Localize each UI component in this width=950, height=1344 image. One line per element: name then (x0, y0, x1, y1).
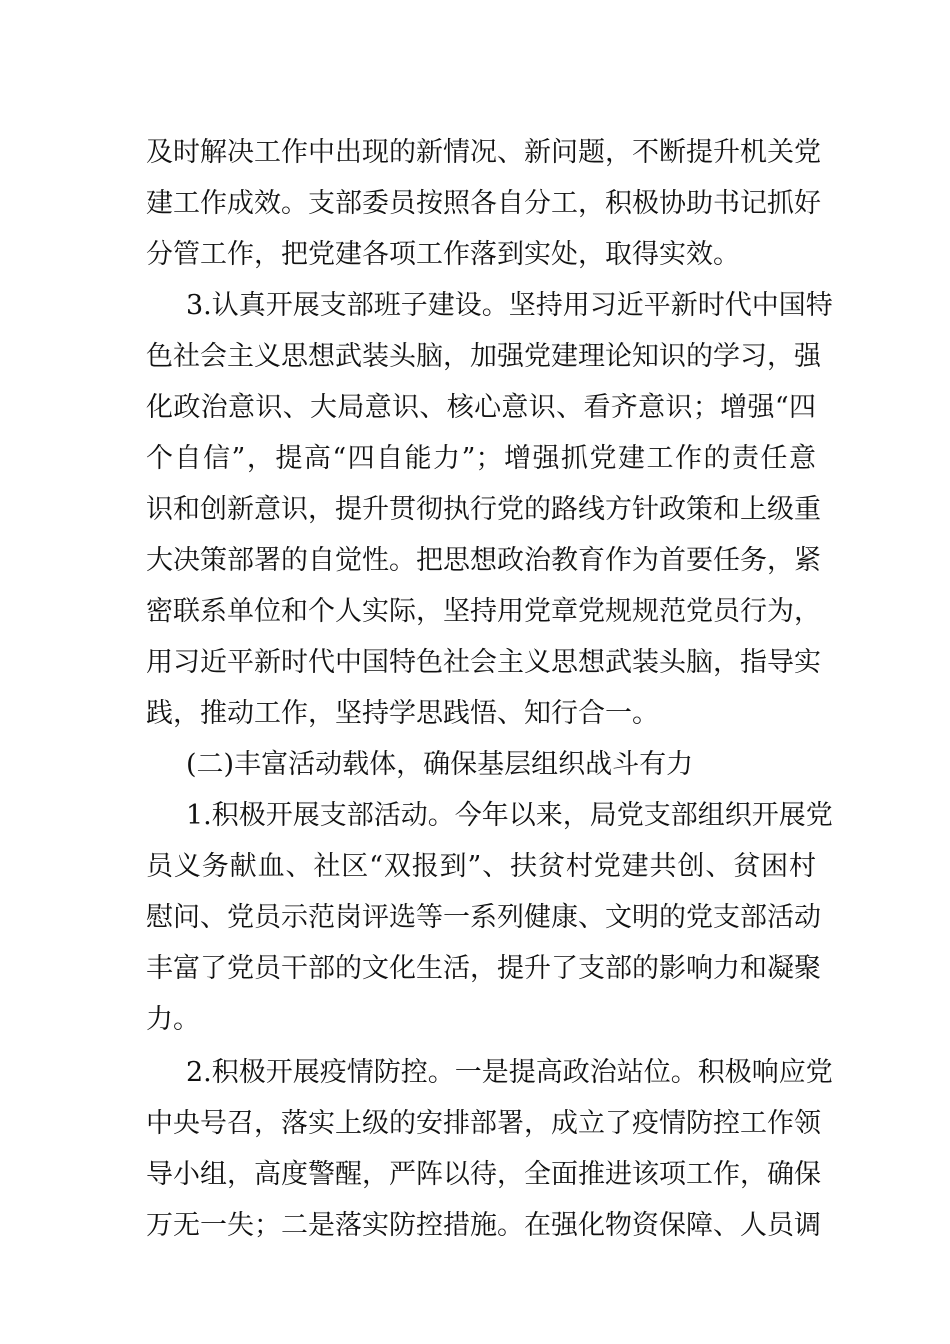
paragraph-1 (146, 127, 821, 280)
text-line: 慰问、党员示范岗评选等一系列健康、文明的党支部活动 (146, 902, 821, 933)
text-line: 丰富了党员干部的文化生活，提升了支部的影响力和凝聚 (146, 953, 821, 984)
text-line: 识和创新意识，提升贯彻执行党的路线方针政策和上级重 (146, 494, 821, 525)
text-line: 员义务献血、社区“双报到”、扶贫村党建共创、贫困村 (146, 851, 816, 882)
text-line: 践，推动工作，坚持学思践悟、知行合一。 (146, 698, 659, 729)
paragraph-4 (146, 790, 833, 1045)
body-text (146, 127, 833, 1251)
text-line: 密联系单位和个人实际，坚持用党章党规规范党员行为， (146, 596, 821, 627)
text-line: 导小组，高度警醒，严阵以待，全面推进该项工作，确保 (146, 1159, 821, 1190)
text-line: 建工作成效。支部委员按照各自分工，积极协助书记抓好 (146, 188, 821, 219)
text-line: 2.积极开展疫情防控。一是提高政治站位。积极响应党 (186, 1057, 833, 1088)
text-line: 化政治意识、大局意识、核心意识、看齐意识；增强“四 (146, 392, 816, 423)
text-line: 中央号召，落实上级的安排部署，成立了疫情防控工作领 (146, 1108, 821, 1139)
text-line: 大决策部署的自觉性。把思想政治教育作为首要任务，紧 (146, 545, 821, 576)
text-line: 分管工作，把党建各项工作落到实处，取得实效。 (146, 239, 740, 270)
text-line: 个自信”，提高“四自能力”；增强抓党建工作的责任意 (146, 443, 816, 474)
section-heading (146, 739, 816, 790)
text-line: 力。 (146, 1004, 200, 1035)
text-line: 色社会主义思想武装头脑，加强党建理论知识的学习，强 (146, 341, 821, 372)
text-line: (二)丰富活动载体，确保基层组织战斗有力 (186, 749, 694, 780)
text-line: 3.认真开展支部班子建设。坚持用习近平新时代中国特 (186, 290, 833, 321)
text-line: 1.积极开展支部活动。今年以来，局党支部组织开展党 (186, 800, 833, 831)
paragraph-5 (146, 1047, 833, 1251)
text-line: 及时解决工作中出现的新情况、新问题，不断提升机关党 (146, 137, 821, 168)
paragraph-2 (146, 280, 833, 739)
text-line: 万无一失；二是落实防控措施。在强化物资保障、人员调 (146, 1210, 821, 1241)
text-line: 用习近平新时代中国特色社会主义思想武装头脑，指导实 (146, 647, 821, 678)
